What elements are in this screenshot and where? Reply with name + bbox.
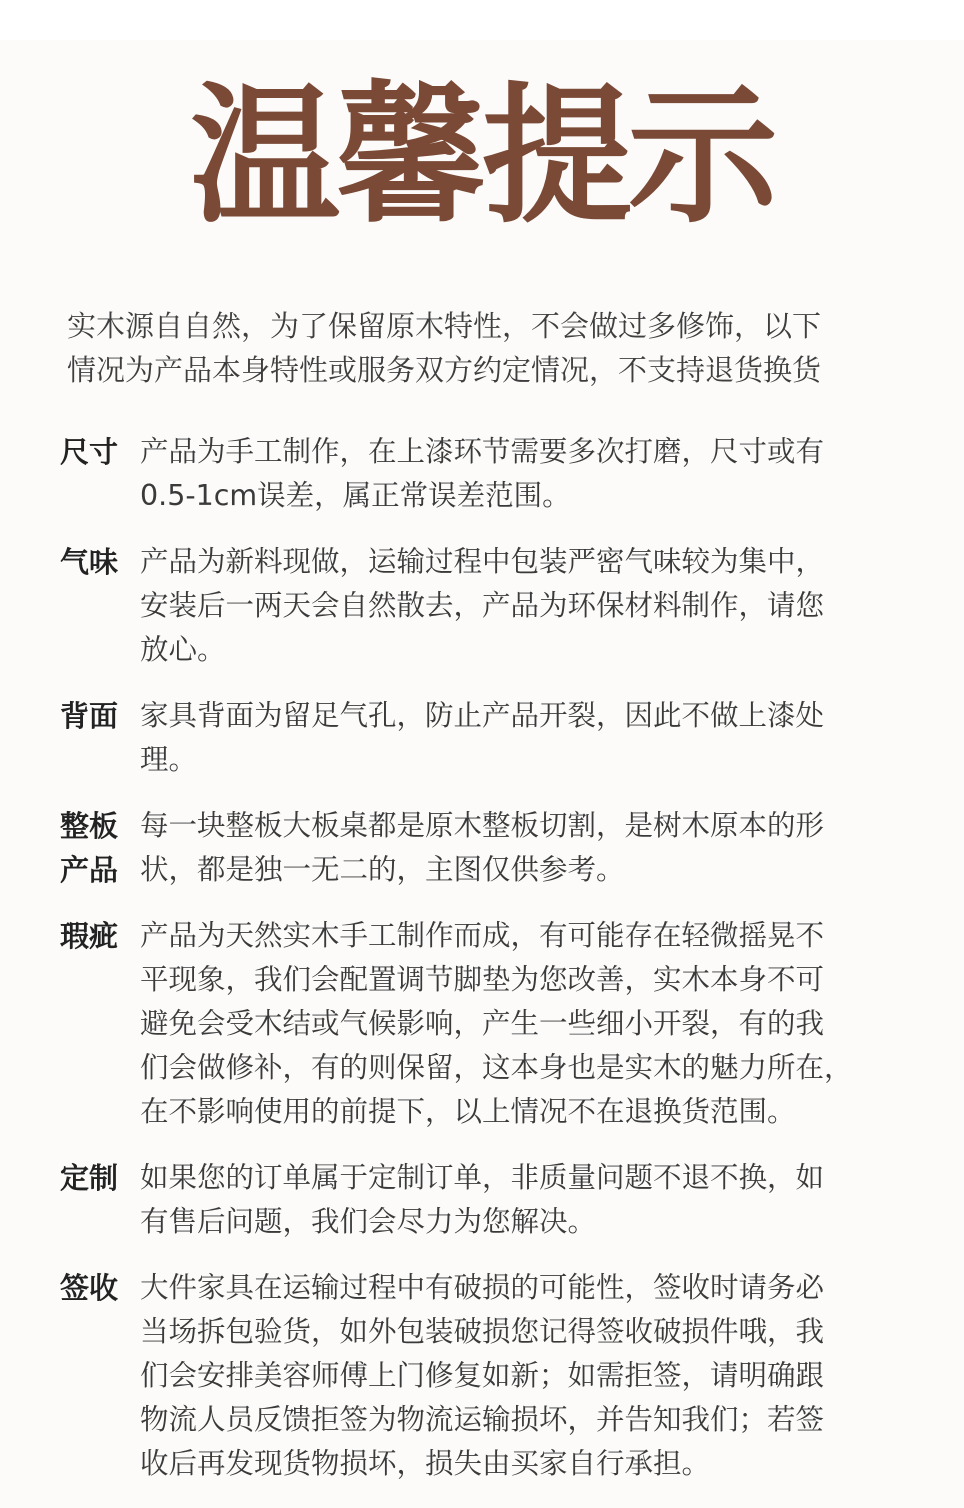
notice-label: 瑕疵 [60, 919, 119, 953]
notice-item-size [60, 430, 905, 518]
notice-item-flaw [60, 914, 905, 1134]
notice-label: 整板 产品 [60, 809, 119, 887]
notice-item-slab [60, 804, 905, 892]
notice-text: 产品为天然实木手工制作而成，有可能存在轻微摇晃不 平现象，我们会配置调节脚垫为您改善，实木本身不可 避免会受木结或气候影响，产生一些细小开裂，有的我 们会做修补，有的则保留，这本身也是实木的魅力所在， 在不影响使用的前提下，以上情况不在退换货范围。 [140, 919, 853, 1128]
page-title: 温馨提示 [189, 70, 774, 244]
notice-label: 气味 [60, 545, 119, 579]
notice-item-custom [60, 1156, 905, 1244]
notice-item-back [60, 694, 905, 782]
notice-text: 产品为手工制作，在上漆环节需要多次打磨，尺寸或有 0.5-1cm误差，属正常误差范围。 [140, 435, 825, 512]
notice-label: 定制 [60, 1161, 119, 1195]
intro-line: 实木源自自然，为了保留原木特性，不会做过多修饰，以下 [67, 309, 822, 343]
notice-list [60, 430, 905, 1508]
notice-text: 大件家具在运输过程中有破损的可能性，签收时请务必 当场拆包验货，如外包装破损您记得签收破损件哦，我 们会安排美容师傅上门修复如新；如需拒签，请明确跟 物流人员反馈拒签为物流运输损坏，并告知我们；若签 收后再发现货物损坏，损失由买家自行承担。 [140, 1271, 825, 1480]
intro-paragraph [67, 304, 897, 392]
notice-text: 每一块整板大板桌都是原木整板切割，是树木原本的形 状，都是独一无二的，主图仅供参考。 [140, 809, 825, 886]
notice-label: 签收 [60, 1271, 119, 1305]
notice-text: 家具背面为留足气孔，防止产品开裂，因此不做上漆处 理。 [140, 699, 825, 776]
notice-label: 背面 [60, 699, 119, 733]
notice-label: 尺寸 [60, 435, 119, 469]
notice-item-receipt [60, 1266, 905, 1486]
intro-line: 情况为产品本身特性或服务双方约定情况，不支持退货换货 [67, 353, 822, 387]
notice-text: 如果您的订单属于定制订单，非质量问题不退不换，如 有售后问题，我们会尽力为您解决。 [140, 1161, 825, 1238]
top-strip [0, 0, 964, 40]
notice-text: 产品为新料现做，运输过程中包装严密气味较为集中， 安装后一两天会自然散去，产品为环保材料制作，请您 放心。 [140, 545, 825, 666]
notice-item-odor [60, 540, 905, 672]
